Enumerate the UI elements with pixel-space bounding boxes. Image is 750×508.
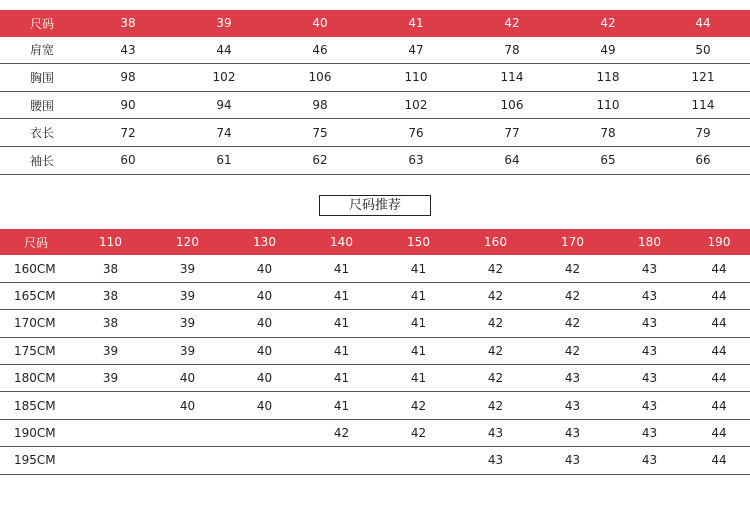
header-cell: 38	[80, 10, 176, 37]
size-cell: 43	[611, 392, 688, 419]
row-label: 腰围	[0, 91, 80, 119]
row-label: 165CM	[0, 282, 72, 309]
row-label: 肩宽	[0, 37, 80, 64]
header-cell: 120	[149, 229, 226, 255]
measurement-cell: 64	[464, 146, 560, 174]
measurement-cell: 66	[656, 146, 750, 174]
measurement-cell: 110	[560, 91, 656, 119]
table-row	[0, 337, 750, 364]
size-cell: 38	[72, 282, 149, 309]
header-cell: 180	[611, 229, 688, 255]
header-cell: 160	[457, 229, 534, 255]
row-label: 185CM	[0, 392, 72, 419]
table-row	[0, 64, 750, 92]
size-cell: 40	[226, 310, 303, 337]
size-cell: 43	[611, 419, 688, 446]
size-cell: 44	[688, 310, 750, 337]
size-cell: 43	[534, 419, 611, 446]
size-cell: 42	[380, 419, 457, 446]
size-cell	[226, 419, 303, 446]
header-cell: 尺码	[0, 10, 80, 37]
measurement-cell: 44	[176, 37, 272, 64]
size-cell: 41	[380, 310, 457, 337]
measurement-cell: 65	[560, 146, 656, 174]
header-cell: 170	[534, 229, 611, 255]
measurement-cell: 90	[80, 91, 176, 119]
header-row	[0, 10, 750, 37]
size-cell: 43	[611, 337, 688, 364]
size-cell: 42	[457, 310, 534, 337]
table-row	[0, 146, 750, 174]
measurement-cell: 110	[368, 64, 464, 92]
header-cell: 42	[464, 10, 560, 37]
size-cell: 43	[611, 310, 688, 337]
measurement-cell: 63	[368, 146, 464, 174]
table-row	[0, 419, 750, 446]
size-cell: 39	[72, 364, 149, 391]
row-label: 175CM	[0, 337, 72, 364]
size-cell: 42	[380, 392, 457, 419]
size-cell	[380, 447, 457, 474]
measurement-cell: 78	[464, 37, 560, 64]
measurement-cell: 61	[176, 146, 272, 174]
size-cell: 42	[534, 310, 611, 337]
size-cell: 43	[457, 419, 534, 446]
table-row	[0, 364, 750, 391]
size-cell: 42	[457, 255, 534, 282]
size-cell	[303, 447, 380, 474]
size-cell	[72, 392, 149, 419]
measurement-cell: 74	[176, 119, 272, 147]
size-cell: 44	[688, 392, 750, 419]
size-cell: 40	[226, 392, 303, 419]
measurement-cell: 62	[272, 146, 368, 174]
size-cell: 38	[72, 255, 149, 282]
size-cell: 40	[226, 364, 303, 391]
header-cell: 140	[303, 229, 380, 255]
header-cell: 41	[368, 10, 464, 37]
measurement-cell: 106	[464, 91, 560, 119]
table-row	[0, 447, 750, 474]
size-cell: 41	[303, 282, 380, 309]
size-cell	[72, 447, 149, 474]
header-cell: 40	[272, 10, 368, 37]
header-cell: 190	[688, 229, 750, 255]
measurement-cell: 98	[80, 64, 176, 92]
size-cell: 41	[380, 282, 457, 309]
measurement-cell: 98	[272, 91, 368, 119]
size-cell	[226, 447, 303, 474]
size-cell: 40	[226, 282, 303, 309]
measurement-cell: 46	[272, 37, 368, 64]
header-cell: 44	[656, 10, 750, 37]
table-row	[0, 282, 750, 309]
size-cell: 42	[457, 392, 534, 419]
measurement-cell: 106	[272, 64, 368, 92]
size-cell: 40	[149, 364, 226, 391]
size-cell: 41	[303, 255, 380, 282]
size-cell: 40	[226, 255, 303, 282]
row-label: 170CM	[0, 310, 72, 337]
size-cell: 42	[457, 337, 534, 364]
size-cell	[72, 419, 149, 446]
measurement-cell: 75	[272, 119, 368, 147]
size-recommend-table	[0, 229, 750, 475]
size-cell: 43	[611, 282, 688, 309]
measurement-cell: 114	[464, 64, 560, 92]
size-cell: 42	[457, 364, 534, 391]
size-cell	[149, 419, 226, 446]
header-cell: 130	[226, 229, 303, 255]
measurement-cell: 102	[176, 64, 272, 92]
row-label: 180CM	[0, 364, 72, 391]
size-cell: 44	[688, 282, 750, 309]
size-cell: 43	[534, 447, 611, 474]
header-cell: 42	[560, 10, 656, 37]
size-cell: 44	[688, 337, 750, 364]
size-recommend-title: 尺码推荐	[319, 195, 431, 216]
size-cell: 43	[611, 255, 688, 282]
row-label: 190CM	[0, 419, 72, 446]
row-label: 胸围	[0, 64, 80, 92]
measurement-cell: 94	[176, 91, 272, 119]
size-cell: 41	[303, 392, 380, 419]
measurement-cell: 121	[656, 64, 750, 92]
measurement-cell: 118	[560, 64, 656, 92]
size-cell: 41	[380, 337, 457, 364]
measurement-cell: 76	[368, 119, 464, 147]
row-label: 195CM	[0, 447, 72, 474]
row-label: 160CM	[0, 255, 72, 282]
measurement-cell: 60	[80, 146, 176, 174]
size-cell: 44	[688, 255, 750, 282]
size-chart-table	[0, 10, 750, 175]
header-cell: 110	[72, 229, 149, 255]
measurement-cell: 77	[464, 119, 560, 147]
size-cell: 43	[457, 447, 534, 474]
measurement-cell: 50	[656, 37, 750, 64]
size-cell: 38	[72, 310, 149, 337]
table-row	[0, 91, 750, 119]
size-cell: 43	[534, 364, 611, 391]
size-cell: 43	[534, 392, 611, 419]
header-cell: 39	[176, 10, 272, 37]
measurement-cell: 102	[368, 91, 464, 119]
table-row	[0, 392, 750, 419]
measurement-cell: 78	[560, 119, 656, 147]
measurement-cell: 49	[560, 37, 656, 64]
table-row	[0, 119, 750, 147]
size-cell: 41	[303, 364, 380, 391]
size-cell: 39	[149, 282, 226, 309]
measurement-cell: 72	[80, 119, 176, 147]
header-row	[0, 229, 750, 255]
measurement-cell: 43	[80, 37, 176, 64]
row-label: 袖长	[0, 146, 80, 174]
size-cell: 39	[149, 255, 226, 282]
size-cell: 42	[457, 282, 534, 309]
measurement-cell: 79	[656, 119, 750, 147]
size-cell: 41	[303, 337, 380, 364]
size-cell: 44	[688, 419, 750, 446]
size-cell: 39	[149, 337, 226, 364]
size-cell: 43	[611, 447, 688, 474]
size-cell: 44	[688, 447, 750, 474]
table-row	[0, 37, 750, 64]
header-cell: 150	[380, 229, 457, 255]
size-cell: 39	[72, 337, 149, 364]
size-cell: 44	[688, 364, 750, 391]
table-row	[0, 310, 750, 337]
header-cell: 尺码	[0, 229, 72, 255]
size-cell: 40	[149, 392, 226, 419]
size-cell: 42	[534, 255, 611, 282]
row-label: 衣长	[0, 119, 80, 147]
table-row	[0, 255, 750, 282]
size-cell: 41	[380, 255, 457, 282]
size-cell: 43	[611, 364, 688, 391]
measurement-cell: 47	[368, 37, 464, 64]
size-cell: 41	[380, 364, 457, 391]
measurement-cell: 114	[656, 91, 750, 119]
size-cell	[149, 447, 226, 474]
size-cell: 42	[303, 419, 380, 446]
size-cell: 40	[226, 337, 303, 364]
size-cell: 39	[149, 310, 226, 337]
size-cell: 42	[534, 282, 611, 309]
size-cell: 41	[303, 310, 380, 337]
size-cell: 42	[534, 337, 611, 364]
